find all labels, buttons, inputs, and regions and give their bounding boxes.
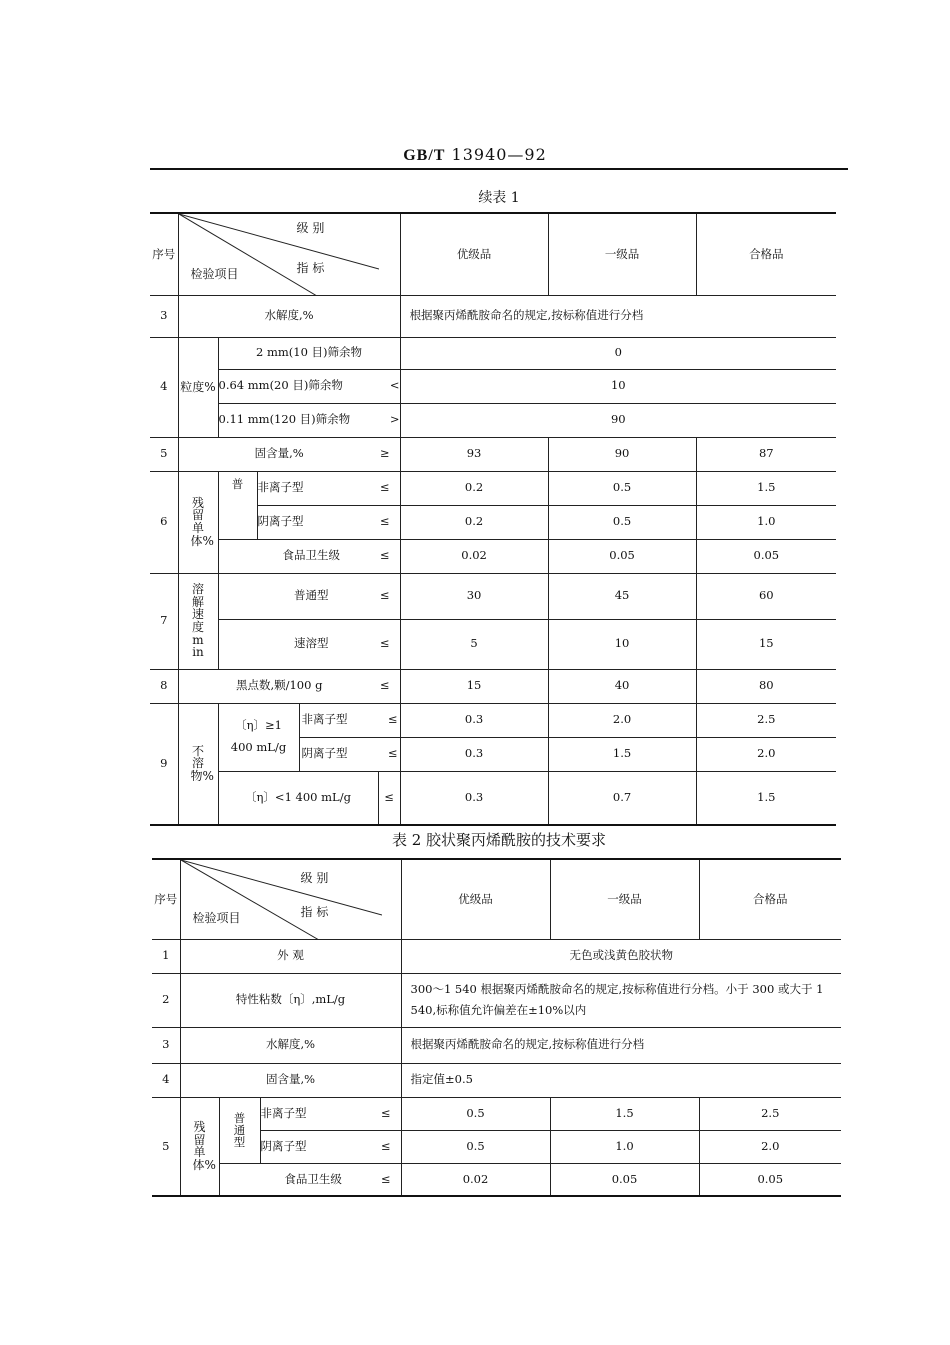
merged-value: 指定值±0.5 <box>401 1063 841 1097</box>
merged-value: 90 <box>400 403 836 437</box>
value-cell: 2.0 <box>696 737 836 771</box>
value-cell: 0.5 <box>548 471 696 505</box>
row-seq: 2 <box>152 973 180 1027</box>
sub-item: 食品卫生级 ≤ <box>218 539 400 573</box>
value-cell: 15 <box>400 669 548 703</box>
sub-item: 阴离子型 ≤ <box>260 1130 401 1163</box>
row-subgroup: 普通型 <box>219 1097 260 1163</box>
standard-number: GB/T 13940—92 <box>403 145 547 164</box>
row-seq: 4 <box>152 1063 180 1097</box>
row-item: 固含量,% <box>180 1063 401 1097</box>
row-seq: 1 <box>152 939 180 973</box>
row-seq: 3 <box>150 295 178 337</box>
item-label: 检验项目 <box>192 911 241 925</box>
value-cell: 0.5 <box>401 1097 550 1130</box>
row-group: 残留单体% <box>178 471 218 573</box>
value-cell: 90 <box>548 437 696 471</box>
row-seq: 5 <box>152 1097 180 1196</box>
row-seq: 6 <box>150 471 178 573</box>
value-cell: 60 <box>696 573 836 619</box>
value-cell: 0.5 <box>548 505 696 539</box>
value-cell: 0.02 <box>400 539 548 573</box>
row-group-unit: min <box>192 632 204 660</box>
value-cell: 0.02 <box>401 1163 550 1196</box>
sub-item: 阴离子型 ≤ <box>257 505 400 539</box>
col-header-premium: 优级品 <box>401 859 550 939</box>
diagonal-header-cell <box>178 213 400 295</box>
sub-item: 食品卫生级 ≤ <box>219 1163 401 1196</box>
value-cell: 1.0 <box>696 505 836 539</box>
value-cell: 0.2 <box>400 505 548 539</box>
sub-item: 阴离子型 ≤ <box>299 737 400 771</box>
value-cell: 15 <box>696 619 836 669</box>
index-label: 指 标 <box>296 261 325 275</box>
sub-item: 非离子型 ≤ <box>257 471 400 505</box>
value-cell: 2.0 <box>548 703 696 737</box>
row-subgroup-top: 普 <box>218 471 257 539</box>
row-group: 溶解速度 min <box>178 573 218 669</box>
seq-header: 序号 <box>150 213 178 295</box>
sub-item: 0.11 mm(120 目)筛余物 > <box>218 403 400 437</box>
row-seq: 4 <box>150 337 178 437</box>
value-cell: 1.5 <box>548 737 696 771</box>
condition-cell: 〔η〕≥1 400 mL/g <box>218 703 299 771</box>
value-cell: 5 <box>400 619 548 669</box>
sub-item: 2 mm(10 目)筛余物 <box>218 337 400 369</box>
row-item: 固含量,% ≥ <box>178 437 400 471</box>
value-cell: 0.3 <box>400 737 548 771</box>
value-cell: 0.05 <box>548 539 696 573</box>
value-cell: 1.0 <box>550 1130 699 1163</box>
table1-caption: 续表 1 <box>478 190 520 206</box>
grade-label: 级 别 <box>300 871 329 885</box>
col-header-qualified: 合格品 <box>699 859 841 939</box>
value-cell: 0.2 <box>400 471 548 505</box>
diagonal-lines <box>181 860 382 940</box>
merged-value: 300～1 540 根据聚丙烯酰胺命名的规定,按标称值进行分档。小于 300 或大于 1 540,标称值允许偏差在±10%以内 <box>401 973 841 1027</box>
merged-value: 10 <box>400 369 836 403</box>
col-header-first: 一级品 <box>548 213 696 295</box>
value-cell: 0.7 <box>548 771 696 825</box>
row-item: 水解度,% <box>180 1027 401 1063</box>
sub-item: 非离子型 ≤ <box>260 1097 401 1130</box>
value-cell: 40 <box>548 669 696 703</box>
value-cell: 2.5 <box>699 1097 841 1130</box>
diagonal-header-cell <box>180 859 401 939</box>
value-cell: 30 <box>400 573 548 619</box>
sign-cell: ≤ <box>378 771 400 825</box>
item-label: 检验项目 <box>190 267 239 281</box>
value-cell: 0.05 <box>696 539 836 573</box>
merged-value: 0 <box>400 337 836 369</box>
col-header-qualified: 合格品 <box>696 213 836 295</box>
value-cell: 0.3 <box>400 703 548 737</box>
table2-caption: 表 2 胶状聚丙烯酰胺的技术要求 <box>391 831 607 849</box>
sub-item: 速溶型 ≤ <box>218 619 400 669</box>
table2 <box>152 858 841 1197</box>
condition-cell: 〔η〕<1 400 mL/g <box>218 771 378 825</box>
merged-value: 无色或浅黄色胶状物 <box>401 939 841 973</box>
row-item: 特性粘数〔η〕,mL/g <box>180 973 401 1027</box>
row-group: 粒度% <box>178 337 218 437</box>
sub-item: 普通型 ≤ <box>218 573 400 619</box>
col-header-premium: 优级品 <box>400 213 548 295</box>
row-group: 不溶物% <box>178 703 218 825</box>
value-cell: 93 <box>400 437 548 471</box>
merged-value: 根据聚丙烯酰胺命名的规定,按标称值进行分档 <box>400 295 836 337</box>
value-cell: 2.0 <box>699 1130 841 1163</box>
grade-label: 级 别 <box>296 221 325 235</box>
header-rule <box>150 168 848 170</box>
row-seq: 5 <box>150 437 178 471</box>
index-label: 指 标 <box>300 905 329 919</box>
col-header-first: 一级品 <box>550 859 699 939</box>
row-seq: 8 <box>150 669 178 703</box>
row-item: 黑点数,颗/100 g ≤ <box>178 669 400 703</box>
value-cell: 0.3 <box>400 771 548 825</box>
value-cell: 45 <box>548 573 696 619</box>
row-seq: 7 <box>150 573 178 669</box>
row-item: 水解度,% <box>178 295 400 337</box>
value-cell: 0.05 <box>550 1163 699 1196</box>
row-seq: 3 <box>152 1027 180 1063</box>
row-group: 残留单体% <box>180 1097 219 1196</box>
merged-value: 根据聚丙烯酰胺命名的规定,按标称值进行分档 <box>401 1027 841 1063</box>
value-cell: 80 <box>696 669 836 703</box>
value-cell: 1.5 <box>550 1097 699 1130</box>
value-cell: 1.5 <box>696 771 836 825</box>
value-cell: 2.5 <box>696 703 836 737</box>
value-cell: 0.05 <box>699 1163 841 1196</box>
value-cell: 10 <box>548 619 696 669</box>
table1 <box>150 212 836 826</box>
row-seq: 9 <box>150 703 178 825</box>
diagonal-lines <box>179 214 379 296</box>
sub-item: 非离子型 ≤ <box>299 703 400 737</box>
seq-header: 序号 <box>152 859 180 939</box>
row-item: 外 观 <box>180 939 401 973</box>
value-cell: 87 <box>696 437 836 471</box>
value-cell: 1.5 <box>696 471 836 505</box>
sub-item: 0.64 mm(20 目)筛余物 < <box>218 369 400 403</box>
value-cell: 0.5 <box>401 1130 550 1163</box>
